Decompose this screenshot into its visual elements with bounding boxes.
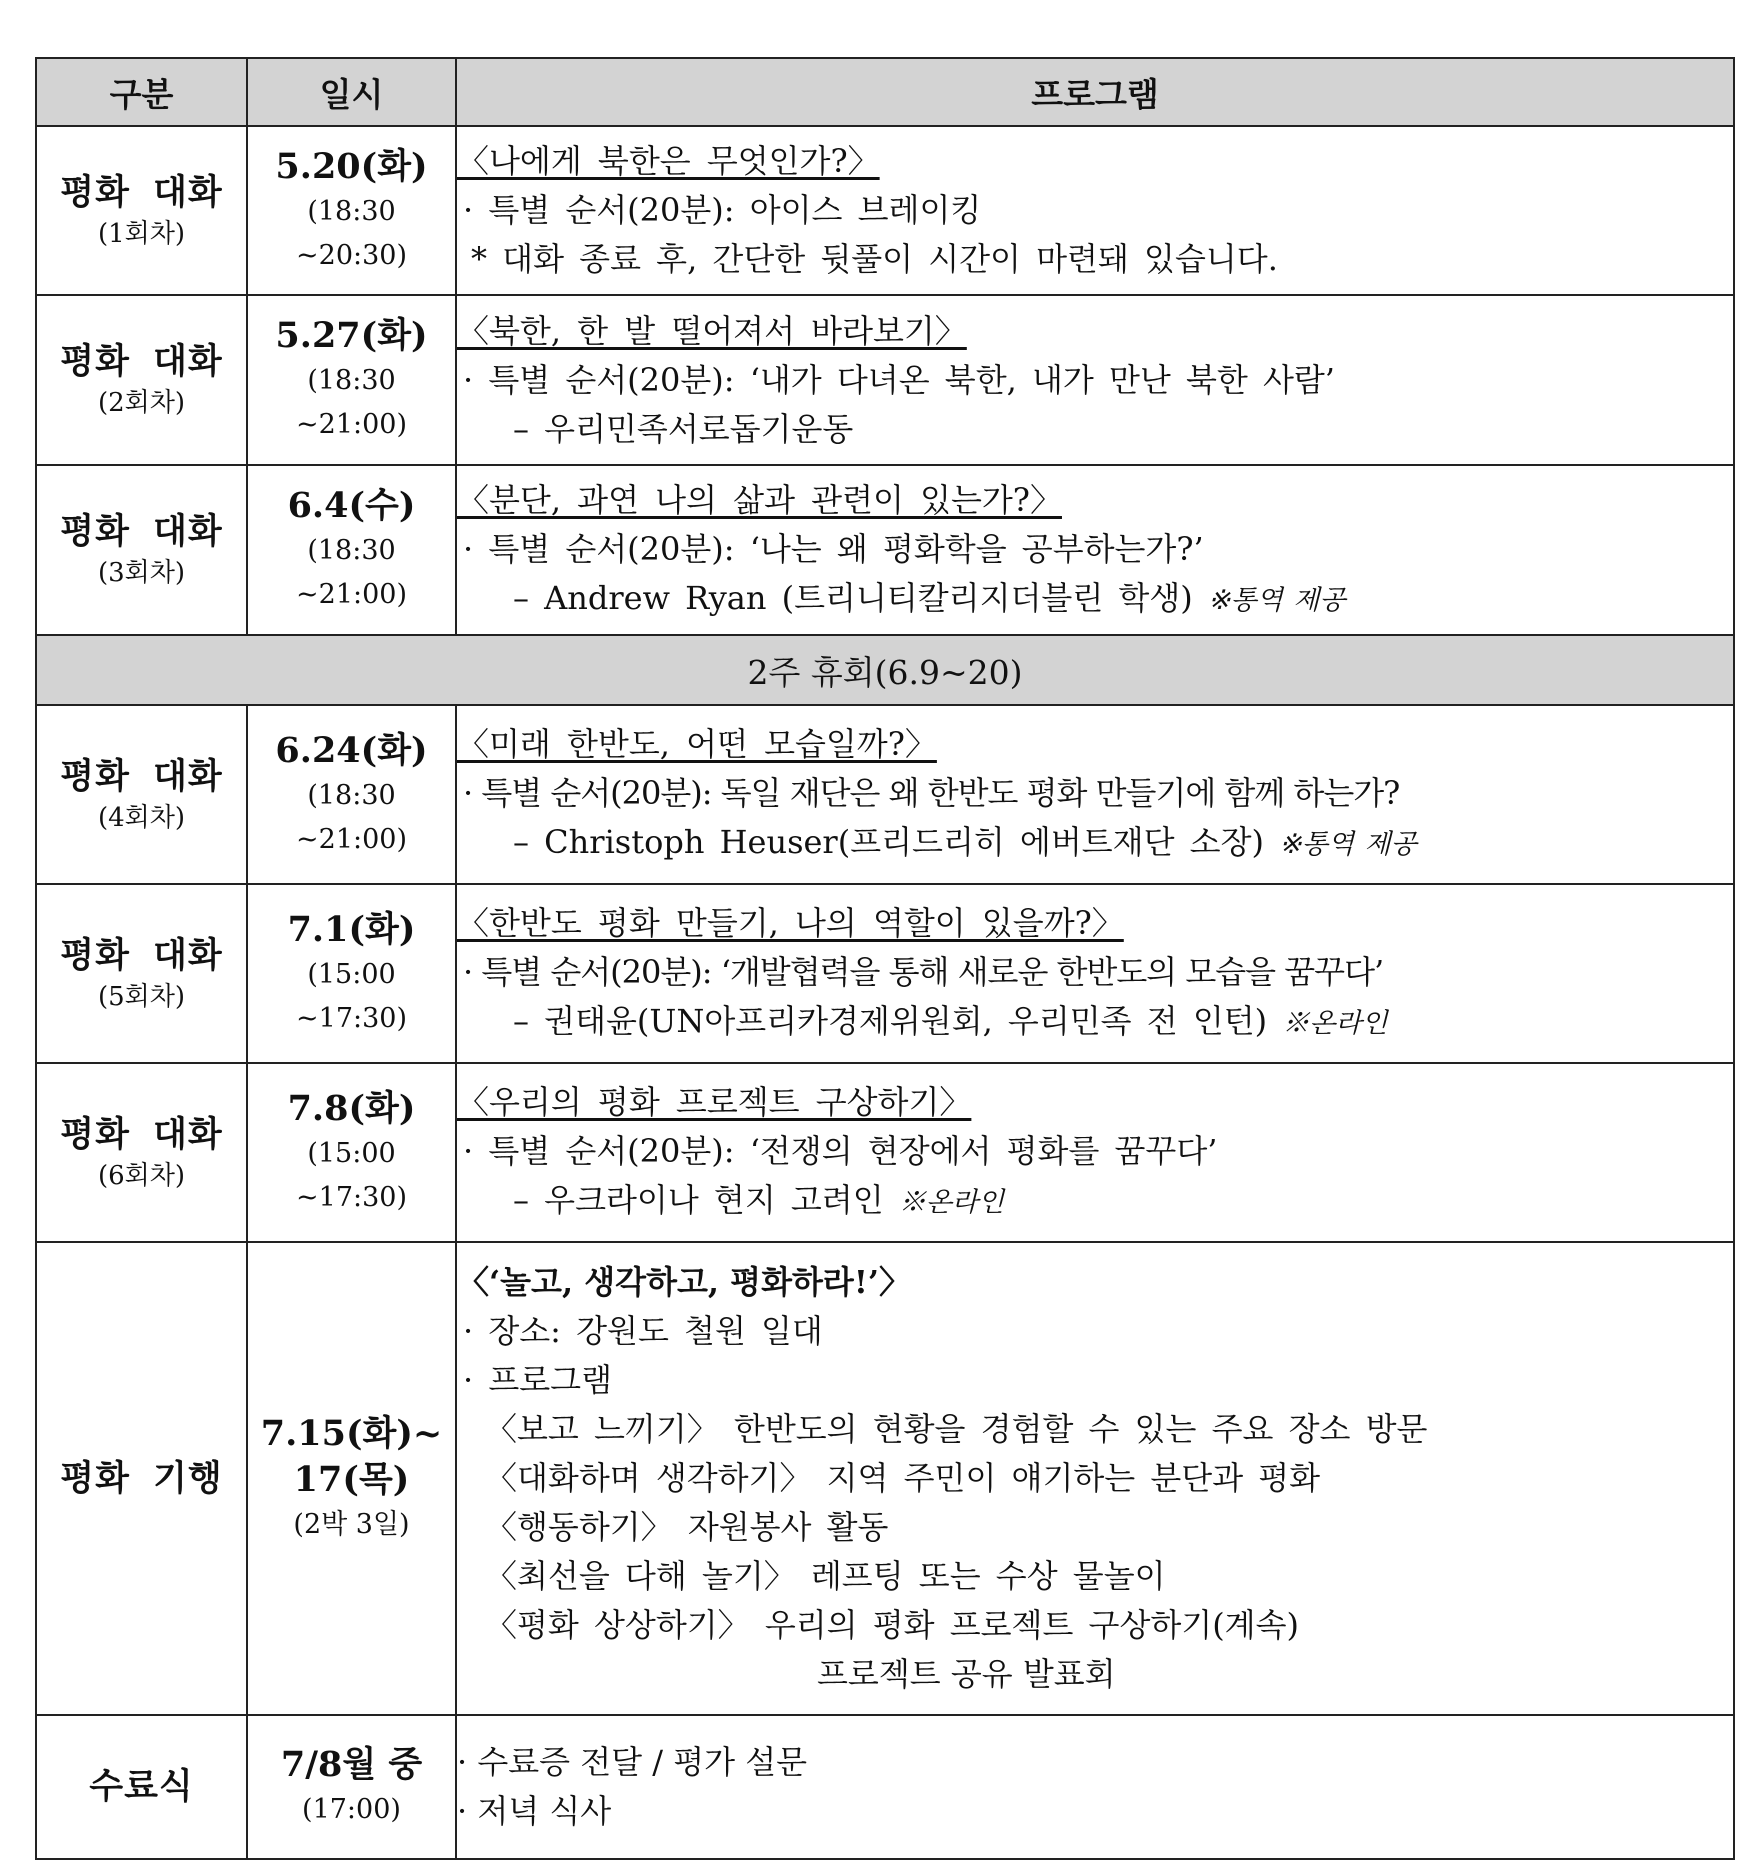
datetime-cell <box>247 295 456 465</box>
program-cell <box>456 1063 1734 1242</box>
recess-row <box>36 635 1734 705</box>
datetime-cell <box>247 126 456 295</box>
header-program: 프로그램 <box>456 58 1734 126</box>
program-title: 〈북한, 한 발 떨어져서 바라보기〉 <box>457 311 967 350</box>
datetime-cell <box>247 1242 456 1715</box>
recess-notice: 2주 휴회(6.9~20) <box>36 635 1734 705</box>
program-note: * 대화 종료 후, 간단한 뒷풀이 시간이 마련돼 있습니다. <box>471 240 1278 278</box>
session-number: (6회차) <box>97 1160 186 1191</box>
table-row <box>36 1063 1734 1242</box>
program-cell <box>456 1715 1734 1859</box>
datetime-cell <box>247 884 456 1063</box>
category-name: 평화 대화 <box>60 341 223 382</box>
datetime-cell <box>247 1715 456 1859</box>
category-name: 수료식 <box>89 1766 194 1807</box>
interpretation-note: ※통역 제공 <box>1279 829 1417 860</box>
program-title: 〈미래 한반도, 어떤 모습일까?〉 <box>457 725 937 763</box>
program-cell <box>456 126 1734 295</box>
date: 7.1(화) <box>287 908 416 950</box>
program-title: 〈우리의 평화 프로젝트 구상하기〉 <box>457 1083 972 1121</box>
session-number: (4회차) <box>97 802 186 833</box>
program-detail: · 특별 순서(20분): ‘전쟁의 현장에서 평화를 꿈꾸다’ <box>463 1132 1218 1170</box>
program-label: · 프로그램 <box>463 1361 612 1399</box>
time-end: ~20:30) <box>296 239 407 271</box>
date: 7.8(화) <box>287 1087 416 1129</box>
program-cell <box>456 884 1734 1063</box>
program-detail: · 특별 순서(20분): 독일 재단은 왜 한반도 평화 만들기에 함께 하는가? <box>463 774 1400 812</box>
program-item: 프로젝트 공유 발표회 <box>817 1655 1116 1693</box>
program-speaker: – Christoph Heuser(프리드리히 에버트재단 소장) <box>513 823 1264 861</box>
date: 5.27(화) <box>275 315 428 356</box>
program-cell <box>456 295 1734 465</box>
header-datetime: 일시 <box>247 58 456 126</box>
program-speaker: – 우리민족서로돕기운동 <box>513 409 854 448</box>
program-schedule-table <box>35 57 1735 1860</box>
table-row <box>36 705 1734 884</box>
program-cell <box>456 705 1734 884</box>
category-name: 평화 대화 <box>60 1113 223 1155</box>
time-end: ~21:00) <box>296 823 407 855</box>
table-row <box>36 1242 1734 1715</box>
category-cell <box>36 884 247 1063</box>
time-end: ~17:30) <box>296 1181 407 1213</box>
table-row <box>36 295 1734 465</box>
program-item: · 저녁 식사 <box>457 1792 612 1830</box>
date-start: 7.15(화)~ <box>260 1412 443 1454</box>
program-detail: · 특별 순서(20분): 아이스 브레이킹 <box>463 191 982 229</box>
program-item: 〈행동하기〉 자원봉사 활동 <box>485 1508 889 1546</box>
program-title: 〈나에게 북한은 무엇인가?〉 <box>457 142 880 180</box>
date: 7/8월 중 <box>280 1744 423 1785</box>
datetime-cell <box>247 705 456 884</box>
online-note: ※온라인 <box>898 1187 1005 1218</box>
program-title: 〈분단, 과연 나의 삶과 관련이 있는가?〉 <box>457 480 1062 519</box>
datetime-cell <box>247 465 456 635</box>
session-number: (5회차) <box>97 981 186 1012</box>
category-cell <box>36 465 247 635</box>
program-detail: · 특별 순서(20분): ‘개발협력을 통해 새로운 한반도의 모습을 꿈꾸다’ <box>463 953 1384 991</box>
program-title: 〈한반도 평화 만들기, 나의 역할이 있을까?〉 <box>457 904 1124 942</box>
category-cell <box>36 1063 247 1242</box>
time-start: (18:30 <box>307 535 396 566</box>
time-start: (15:00 <box>307 1137 396 1169</box>
table-row <box>36 126 1734 295</box>
online-note: ※온라인 <box>1282 1008 1388 1039</box>
program-detail: · 특별 순서(20분): ‘나는 왜 평화학을 공부하는가?’ <box>463 529 1204 568</box>
table-row <box>36 884 1734 1063</box>
program-cell <box>456 1242 1734 1715</box>
session-number: (2회차) <box>97 388 186 418</box>
program-title: 〈‘놀고, 생각하고, 평화하라!’〉 <box>457 1263 912 1301</box>
category-name: 평화 대화 <box>60 511 223 552</box>
interpretation-note: ※통역 제공 <box>1207 584 1346 616</box>
date: 5.20(화) <box>275 145 428 187</box>
table-row <box>36 465 1734 635</box>
category-name: 평화 기행 <box>60 1457 223 1499</box>
table-row <box>36 1715 1734 1859</box>
time-end: ~21:00) <box>296 409 407 440</box>
category-cell <box>36 1715 247 1859</box>
time-start: (15:00 <box>307 958 396 990</box>
program-speaker: – 권태윤(UN아프리카경제위원회, 우리민족 전 인턴) <box>513 1002 1268 1040</box>
category-name: 평화 대화 <box>60 171 223 213</box>
header-category: 구분 <box>36 58 247 126</box>
program-location: · 장소: 강원도 철원 일대 <box>463 1312 823 1350</box>
category-name: 평화 대화 <box>60 755 223 797</box>
program-item: 〈평화 상상하기〉 우리의 평화 프로젝트 구상하기(계속) <box>485 1606 1299 1644</box>
category-cell <box>36 295 247 465</box>
time-end: ~21:00) <box>296 579 407 610</box>
program-detail: · 특별 순서(20분): ‘내가 다녀온 북한, 내가 만난 북한 사람’ <box>463 360 1335 399</box>
program-item: 〈보고 느끼기〉 한반도의 현황을 경험할 수 있는 주요 장소 방문 <box>485 1410 1428 1448</box>
date: 6.24(화) <box>275 729 428 771</box>
program-item: 〈최선을 다해 놀기〉 레프팅 또는 수상 물놀이 <box>485 1557 1166 1595</box>
datetime-cell <box>247 1063 456 1242</box>
date: 6.4(수) <box>287 485 416 526</box>
program-item: · 수료증 전달 / 평가 설문 <box>457 1743 808 1781</box>
program-cell <box>456 465 1734 635</box>
time-end: ~17:30) <box>296 1002 407 1034</box>
session-number: (1회차) <box>97 218 186 249</box>
category-cell <box>36 1242 247 1715</box>
session-number: (3회차) <box>97 558 186 588</box>
time-start: (18:30 <box>307 779 396 811</box>
time-start: (18:30 <box>307 195 396 227</box>
date-end: 17(목) <box>293 1458 410 1500</box>
program-speaker: – 우크라이나 현지 고려인 <box>513 1181 884 1219</box>
time-start: (18:30 <box>307 365 396 396</box>
program-speaker: – Andrew Ryan (트리니티칼리지더블린 학생) <box>513 578 1193 617</box>
table-header-row <box>36 58 1734 126</box>
duration: (2박 3일) <box>293 1508 410 1540</box>
category-cell <box>36 126 247 295</box>
program-item: 〈대화하며 생각하기〉 지역 주민이 얘기하는 분단과 평화 <box>485 1459 1321 1497</box>
category-cell <box>36 705 247 884</box>
category-name: 평화 대화 <box>60 934 223 976</box>
time: (17:00) <box>302 1794 401 1825</box>
